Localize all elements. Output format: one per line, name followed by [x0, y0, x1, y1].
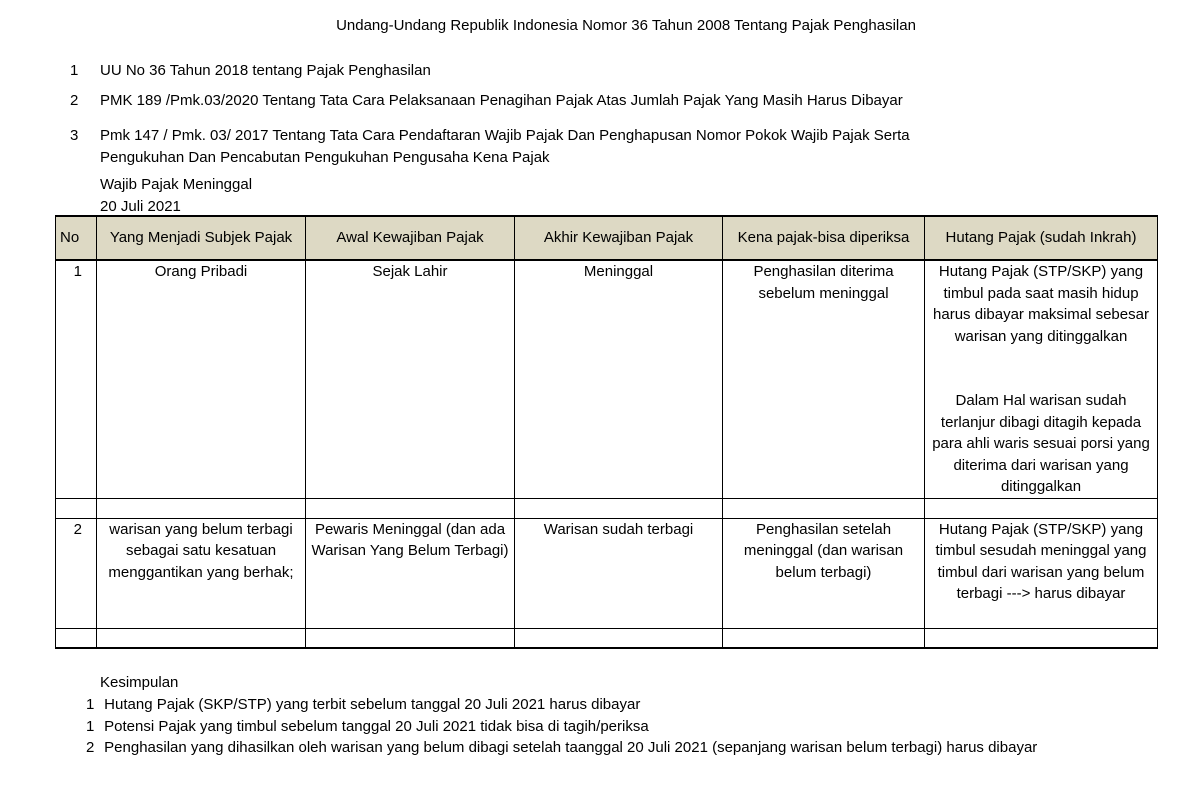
blank-cell	[723, 628, 925, 648]
conclusion-number: 2	[86, 739, 95, 756]
conclusion-item	[86, 696, 640, 713]
cell-start: Sejak Lahir	[306, 260, 515, 498]
cell-end: Meninggal	[515, 260, 723, 498]
case-date: 20 Juli 2021	[100, 198, 181, 215]
blank-cell	[306, 498, 515, 518]
header-end: Akhir Kewajiban Pajak	[515, 216, 723, 260]
table-row	[56, 518, 1158, 628]
blank-cell	[925, 628, 1158, 648]
blank-cell	[56, 628, 97, 648]
cell-subject: warisan yang belum terbagi sebagai satu kesatuan menggantikan yang berhak;	[97, 518, 306, 628]
conclusion-text: Penghasilan yang dihasilkan oleh warisan yang belum dibagi setelah taanggal 20 Juli 2021 (sepanjang warisan belum terbagi) harus dibayar	[104, 739, 1038, 756]
conclusion-text: Potensi Pajak yang timbul sebelum tanggal 20 Juli 2021 tidak bisa di tagih/periksa	[104, 718, 649, 735]
cell-no: 2	[56, 518, 97, 628]
header-start: Awal Kewajiban Pajak	[306, 216, 515, 260]
tax-obligation-table	[55, 215, 1158, 649]
cell-no: 1	[56, 260, 97, 498]
header-no: No	[56, 216, 97, 260]
conclusion-heading: Kesimpulan	[100, 674, 179, 691]
reference-number: 3	[70, 127, 79, 144]
reference-text: UU No 36 Tahun 2018 tentang Pajak Penghasilan	[100, 62, 431, 79]
conclusion-item	[86, 718, 649, 735]
blank-cell	[515, 498, 723, 518]
blank-cell	[306, 628, 515, 648]
blank-cell	[97, 498, 306, 518]
conclusion-text: Hutang Pajak (SKP/STP) yang terbit sebelum tanggal 20 Juli 2021 harus dibayar	[104, 696, 641, 713]
conclusion-number: 1	[86, 718, 95, 735]
blank-cell	[723, 498, 925, 518]
reference-number: 2	[70, 92, 79, 109]
reference-text: PMK 189 /Pmk.03/2020 Tentang Tata Cara Pelaksanaan Penagihan Pajak Atas Jumlah Pajak Yang Masih Harus Dibayar	[100, 92, 903, 109]
document-title: Undang-Undang Republik Indonesia Nomor 36 Tahun 2008 Tentang Pajak Penghasilan	[336, 17, 916, 34]
table-blank-row	[56, 498, 1158, 518]
reference-number: 1	[70, 62, 79, 79]
cell-subject: Orang Pribadi	[97, 260, 306, 498]
cell-debt: Hutang Pajak (STP/SKP) yang timbul sesudah meninggal yang timbul dari warisan yang belum terbagi ---> harus dibayar	[925, 518, 1158, 628]
header-taxable: Kena pajak-bisa diperiksa	[723, 216, 925, 260]
blank-cell	[925, 498, 1158, 518]
case-label: Wajib Pajak Meninggal	[100, 176, 253, 193]
cell-start: Pewaris Meninggal (dan ada Warisan Yang Belum Terbagi)	[306, 518, 515, 628]
reference-text: Pmk 147 / Pmk. 03/ 2017 Tentang Tata Cara Pendaftaran Wajib Pajak Dan Penghapusan Nomor Pokok Wajib Pajak Serta	[100, 127, 910, 144]
cell-taxable: Penghasilan diterima sebelum meninggal	[723, 260, 925, 498]
header-subject: Yang Menjadi Subjek Pajak	[97, 216, 306, 260]
cell-debt: Hutang Pajak (STP/SKP) yang timbul pada saat masih hidup harus dibayar maksimal sebesar warisan yang ditinggalkan Dalam Hal warisan sudah terlanjur dibagi ditagih kepada para ahli waris sesuai porsi yang diterima dari warisan yang ditinggalkan	[925, 260, 1158, 498]
reference-text: Pengukuhan Dan Pencabutan Pengukuhan Pengusaha Kena Pajak	[100, 149, 550, 166]
conclusion-item	[86, 739, 1037, 756]
table-header-row	[56, 216, 1158, 260]
blank-cell	[515, 628, 723, 648]
blank-cell	[97, 628, 306, 648]
header-debt: Hutang Pajak (sudah Inkrah)	[925, 216, 1158, 260]
table-blank-row	[56, 628, 1158, 648]
cell-end: Warisan sudah terbagi	[515, 518, 723, 628]
conclusion-number: 1	[86, 696, 95, 713]
table-row	[56, 260, 1158, 498]
cell-taxable: Penghasilan setelah meninggal (dan warisan belum terbagi)	[723, 518, 925, 628]
blank-cell	[56, 498, 97, 518]
